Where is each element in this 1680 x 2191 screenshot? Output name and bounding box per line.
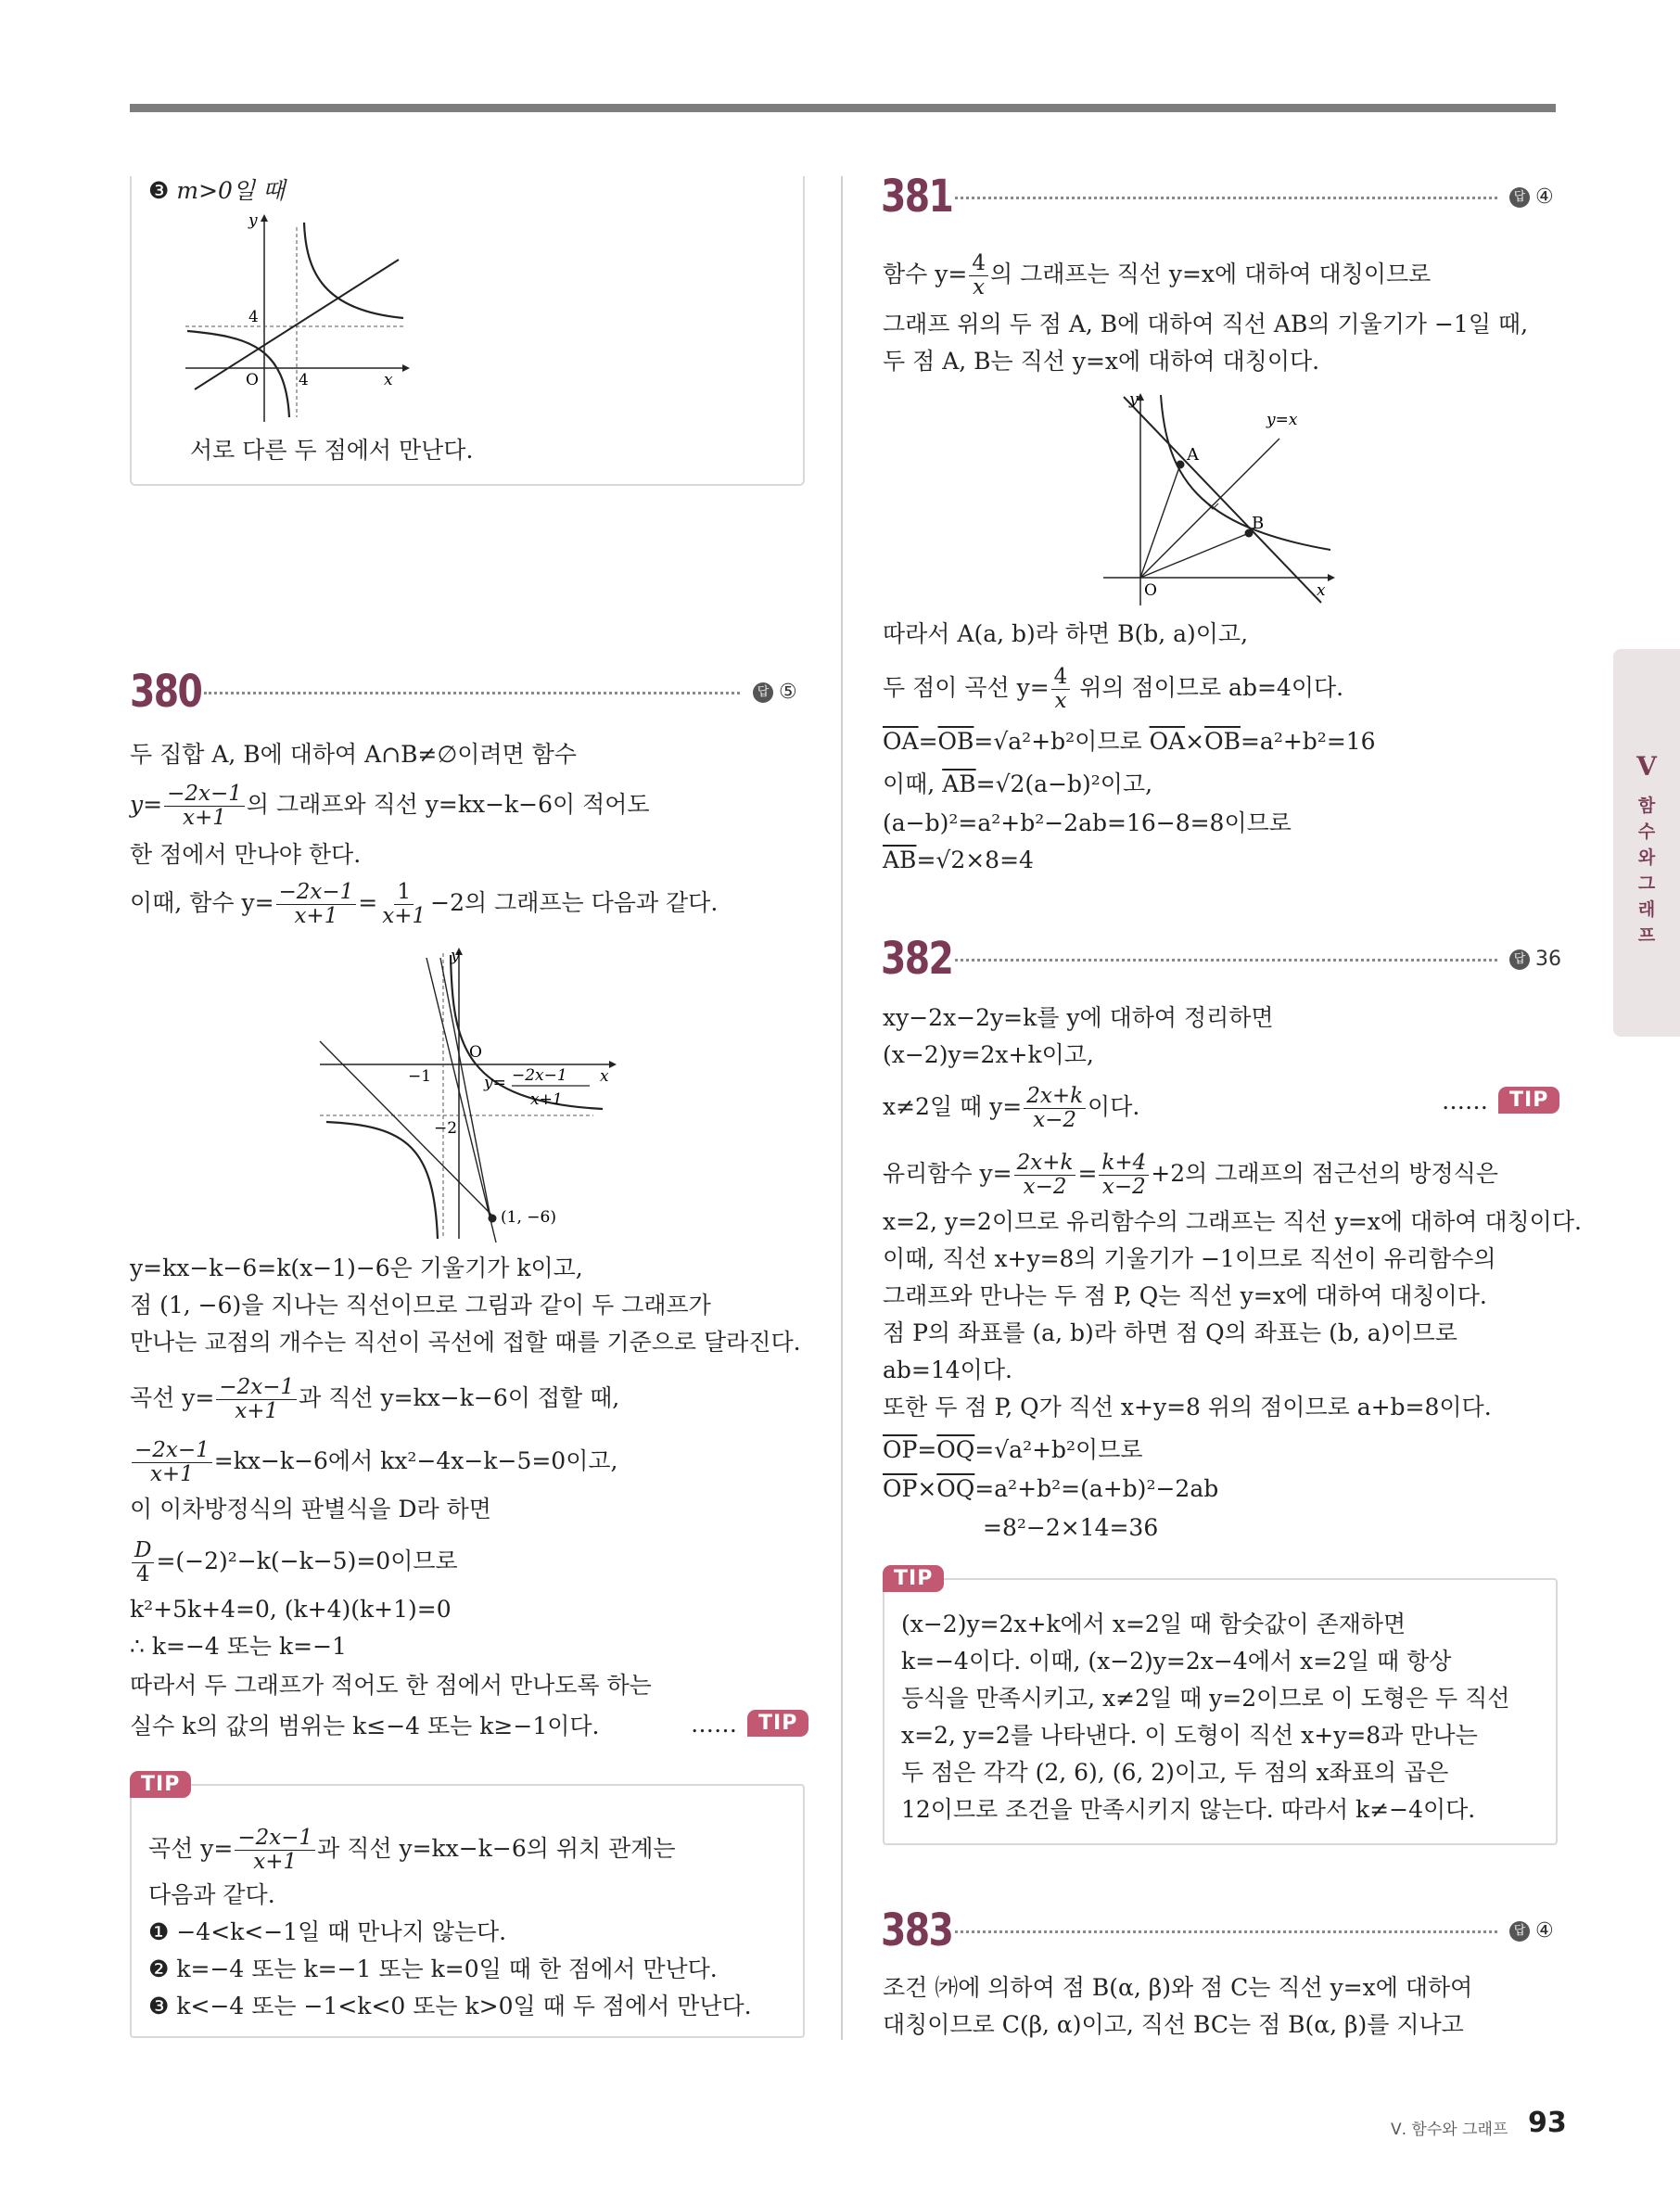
p380-tipbox-tag: TIP xyxy=(130,1771,191,1798)
p380-line7: 만나는 교점의 개수는 직선이 곡선에 접할 때를 기준으로 달라진다. xyxy=(130,1329,801,1356)
p382-tip-dots: …… xyxy=(1442,1088,1488,1115)
p381-line5: 두 점이 곡선 y= $\frac{4}{x}$ 위의 점이므로 ab=4이다. xyxy=(883,665,1344,713)
dotted-leader-381 xyxy=(955,197,1497,199)
p382-line10: 또한 두 점 P, Q가 직선 x+y=8 위의 점이므로 a+b=8이다. xyxy=(883,1394,1492,1420)
p380-line6: 점 (1, −6)을 지나는 직선이므로 그림과 같이 두 그래프가 xyxy=(130,1292,711,1318)
case3-x-label: x xyxy=(384,371,393,389)
p381-line2: 그래프 위의 두 점 A, B에 대하여 직선 AB의 기울기가 −1일 때, xyxy=(883,311,1529,338)
p381-line6: $\overline{OA}=\overline{OB}=√a^2+b^2$이므로 $\overline{OA}\times\overline{OB}=a^2+b^2=16$ xyxy=(883,728,1376,755)
svg-text:(1, −6): (1, −6) xyxy=(501,1208,556,1227)
p383-line1: 조건 ㈎에 의하여 점 B(α, β)와 점 C는 직선 y=x에 대하여 xyxy=(883,1974,1473,2001)
p380-line10: 이 이차방정식의 판별식을 D라 하면 xyxy=(130,1496,491,1522)
svg-text:A: A xyxy=(1187,445,1199,465)
answer-382: 답 36 xyxy=(1509,948,1561,971)
top-rule xyxy=(130,104,1556,112)
chapter-label-char: 그 xyxy=(1637,873,1656,894)
p382-line9: ab=14이다. xyxy=(883,1357,1012,1383)
p380-graph xyxy=(315,944,621,1242)
dotted-leader-380 xyxy=(204,692,740,694)
p382-line4: 유리함수 y= $\frac{2x+k}{x-2}$ = $\frac{k+4}{x-2}$ +2의 그래프의 점근선의 방정식은 xyxy=(883,1151,1498,1199)
p382-line8: 점 P의 좌표를 (a, b)라 하면 점 Q의 좌표는 (b, a)이므로 xyxy=(883,1319,1457,1346)
answer-383: 답 ④ xyxy=(1509,1919,1554,1943)
case3-heading xyxy=(148,172,285,210)
p382-tip-line2: k=−4이다. 이때, (x−2)y=2x−4에서 x=2일 때 항상 xyxy=(901,1648,1452,1675)
p381-line9: $\overline{AB}=√2\times 8=4$ xyxy=(883,847,1034,873)
p382-line13: =8²−2×14=36 xyxy=(983,1514,1159,1541)
p380-tip-label: TIP xyxy=(747,1710,808,1737)
p380-tip-line2: 다음과 같다. xyxy=(148,1881,275,1908)
case3-y-label: y xyxy=(248,211,258,230)
dotted-leader-382 xyxy=(955,959,1497,962)
chapter-vertical-label xyxy=(1613,793,1680,949)
p382-tip-line4: x=2, y=2를 나타낸다. 이 도형이 직선 x+y=8과 만나는 xyxy=(901,1722,1478,1749)
case3-origin-label: O xyxy=(246,371,259,389)
svg-text:−2x−1: −2x−1 xyxy=(512,1066,567,1085)
answer-value: ⑤ xyxy=(779,681,797,704)
p380-tip-line5: ❸ k<−4 또는 −1<k<0 또는 k>0일 때 두 점에서 만난다. xyxy=(148,1993,752,2019)
problem-number-383: 383 xyxy=(881,1904,953,1956)
svg-text:x: x xyxy=(600,1067,609,1086)
svg-text:B: B xyxy=(1252,514,1265,533)
page-number: 93 xyxy=(1528,2107,1567,2139)
svg-text:O: O xyxy=(469,1043,482,1062)
p380-line12: k²+5k+4=0, (k+4)(k+1)=0 xyxy=(130,1596,452,1623)
p382-line7: 그래프와 만나는 두 점 P, Q는 직선 y=x에 대하여 대칭이다. xyxy=(883,1282,1487,1309)
p380-line14: 따라서 두 그래프가 적어도 한 점에서 만나도록 하는 xyxy=(130,1672,652,1699)
answer-381: 답 ④ xyxy=(1509,185,1554,209)
p380-line9: $\frac{-2x-1}{x+1}$ =kx−k−6에서 kx²−4x−k−5=0이고, xyxy=(130,1439,617,1486)
p382-tip-line3: 등식을 만족시키고, x≠2일 때 y=2이므로 이 도형은 두 직선 xyxy=(901,1685,1510,1712)
p380-line11: $\frac{D}{4}$ =(−2)²−k(−k−5)=0이므로 xyxy=(130,1539,458,1586)
problem-number-382: 382 xyxy=(881,933,953,985)
p380-line5: y=kx−k−6=k(x−1)−6은 기울기가 k이고, xyxy=(130,1255,583,1281)
p380-tip-dots: …… xyxy=(691,1711,737,1738)
p382-tipbox-tag: TIP xyxy=(883,1565,944,1592)
answer-mark: 답 xyxy=(753,682,773,703)
p382-tip-line1: (x−2)y=2x+k에서 x=2일 때 함숫값이 존재하면 xyxy=(901,1611,1406,1637)
svg-text:−1: −1 xyxy=(408,1067,432,1086)
p382-line12: $\overline{OP}\times\overline{OQ}=a^2+b^2=(a+b)^2-2ab$ xyxy=(883,1475,1219,1502)
p382-tip-line5: 두 점은 각각 (2, 6), (6, 2)이고, 두 점의 x좌표의 곱은 xyxy=(901,1759,1449,1786)
chapter-label-char: 수 xyxy=(1637,822,1656,842)
chapter-roman: V xyxy=(1636,751,1657,782)
p380-line8: 곡선 y= $\frac{-2x-1}{x+1}$ 과 직선 y=kx−k−6이 접할 때, xyxy=(130,1375,620,1423)
p382-tip-line6: 12이므로 조건을 만족시키지 않는다. 따라서 k≠−4이다. xyxy=(901,1796,1476,1823)
chapter-label-char: 함 xyxy=(1637,796,1656,816)
chapter-label-char: 래 xyxy=(1637,899,1656,920)
case3-conclusion: 서로 다른 두 점에서 만난다. xyxy=(190,437,474,464)
case3-condition: m>0일 때 xyxy=(176,177,286,204)
p382-tip-label: TIP xyxy=(1498,1087,1559,1114)
svg-text:O: O xyxy=(1144,581,1157,600)
p380-tip-line3: ❶ −4<k<−1일 때 만나지 않는다. xyxy=(148,1918,507,1945)
p380-line13: ∴ k=−4 또는 k=−1 xyxy=(130,1633,347,1660)
p383-line2: 대칭이므로 C(β, α)이고, 직선 BC는 점 B(α, β)를 지나고 xyxy=(883,2011,1464,2038)
case3-graph xyxy=(176,209,417,427)
svg-text:y: y xyxy=(1129,390,1139,409)
p382-line11: $\overline{OP}=\overline{OQ}=√a^2+b^2$이므로 xyxy=(883,1436,1143,1463)
footer-chapter: Ⅴ. 함수와 그래프 xyxy=(1391,2121,1508,2139)
problem-number-381: 381 xyxy=(881,171,953,223)
case3-marker: ❸ xyxy=(148,177,170,204)
p381-line7: 이때, $\overline{AB}=√2(a-b)^2$이고, xyxy=(883,771,1153,797)
p382-line1: xy−2x−2y=k를 y에 대하여 정리하면 xyxy=(883,1004,1274,1031)
p382-line5: x=2, y=2이므로 유리함수의 그래프는 직선 y=x에 대하여 대칭이다. xyxy=(883,1208,1582,1235)
svg-text:y: y xyxy=(451,947,460,965)
p380-line15: 실수 k의 값의 범위는 k≤−4 또는 k≥−1이다. xyxy=(130,1713,600,1739)
problem-number-380: 380 xyxy=(130,666,202,718)
svg-text:y=: y= xyxy=(484,1074,506,1092)
chapter-label-char: 프 xyxy=(1637,925,1656,946)
svg-text:x: x xyxy=(1317,581,1326,600)
p380-tip-line4: ❷ k=−4 또는 k=−1 또는 k=0일 때 한 점에서 만난다. xyxy=(148,1955,718,1982)
p381-line1: 함수 y= $\frac{4}{x}$ 의 그래프는 직선 y=x에 대하여 대칭이므로 xyxy=(883,251,1432,299)
p380-line3: 한 점에서 만나야 한다. xyxy=(130,841,362,868)
p380-line2: y= $\frac{-2x-1}{x+1}$ 의 그래프와 직선 y=kx−k−6이 적어도 xyxy=(130,782,650,830)
p382-line2: (x−2)y=2x+k이고, xyxy=(883,1041,1094,1068)
svg-text:−2: −2 xyxy=(434,1119,458,1138)
p381-line3: 두 점 A, B는 직선 y=x에 대하여 대칭이다. xyxy=(883,348,1320,375)
p380-line1: 두 집합 A, B에 대하여 A∩B≠∅이려면 함수 xyxy=(130,741,577,768)
chapter-side-tab xyxy=(1613,649,1680,1037)
p381-line4: 따라서 A(a, b)라 하면 B(b, a)이고, xyxy=(883,620,1249,647)
answer-380 xyxy=(753,681,797,704)
p382-line3: x≠2일 때 y= $\frac{2x+k}{x-2}$ 이다. xyxy=(883,1084,1140,1132)
p382-line6: 이때, 직선 x+y=8의 기울기가 −1이므로 직선이 유리함수의 xyxy=(883,1245,1496,1272)
p380-tip-line1: 곡선 y= $\frac{-2x-1}{x+1}$ 과 직선 y=kx−k−6의 위치 관계는 xyxy=(148,1826,676,1874)
svg-text:x+1: x+1 xyxy=(530,1090,563,1109)
p381-graph xyxy=(1103,388,1344,610)
p380-line4: 이때, 함수 y= $\frac{-2x-1}{x+1}$ = $\frac{1}{x+1}$ −2의 그래프는 다음과 같다. xyxy=(130,880,719,928)
case3-4x-label: 4 xyxy=(299,371,309,389)
case3-4y-label: 4 xyxy=(248,308,259,326)
chapter-label-char: 와 xyxy=(1637,847,1656,868)
svg-text:y=x: y=x xyxy=(1266,411,1298,429)
p381-line8: (a−b)²=a²+b²−2ab=16−8=8이므로 xyxy=(883,809,1292,836)
column-divider xyxy=(841,176,843,2040)
dotted-leader-383 xyxy=(955,1930,1497,1933)
